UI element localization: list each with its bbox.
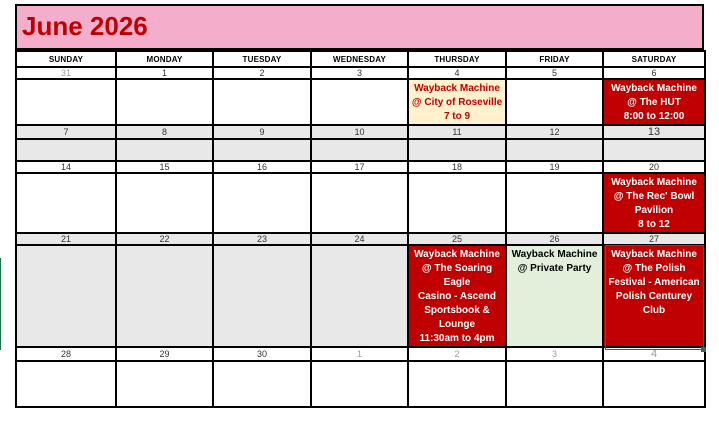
weekday-thursday: THURSDAY	[408, 51, 506, 67]
date-number[interactable]: 7	[16, 125, 116, 139]
date-number[interactable]: 2	[213, 67, 311, 79]
day-cell[interactable]	[408, 361, 506, 407]
week-1-event-row	[16, 79, 705, 125]
row-selection-marker	[0, 258, 1, 350]
weekday-saturday: SATURDAY	[603, 51, 705, 67]
date-number[interactable]: 6	[603, 67, 705, 79]
event-cell-june-4[interactable]	[408, 79, 506, 125]
day-cell[interactable]	[311, 79, 408, 125]
event-cell-june-26[interactable]	[506, 245, 603, 347]
date-number[interactable]: 16	[213, 161, 311, 173]
day-cell[interactable]	[116, 361, 213, 407]
week-3-number-row	[16, 161, 705, 173]
week-4-number-row	[16, 233, 705, 245]
week-4-event-row	[16, 245, 705, 347]
day-cell[interactable]	[16, 173, 116, 233]
day-cell[interactable]	[213, 79, 311, 125]
day-cell[interactable]	[213, 245, 311, 347]
week-5-number-row	[16, 347, 705, 361]
date-number[interactable]: 2	[408, 347, 506, 361]
day-cell[interactable]	[311, 139, 408, 161]
day-cell[interactable]	[116, 139, 213, 161]
date-number[interactable]: 19	[506, 161, 603, 173]
week-5-event-row	[16, 361, 705, 407]
weekday-header-row	[16, 51, 705, 67]
day-cell[interactable]	[311, 173, 408, 233]
date-number[interactable]: 3	[311, 67, 408, 79]
event-cell-june-27[interactable]	[603, 245, 705, 347]
date-number[interactable]: 27	[603, 233, 705, 245]
day-cell[interactable]	[213, 173, 311, 233]
calendar	[15, 0, 704, 410]
date-number[interactable]: 1	[311, 347, 408, 361]
date-number[interactable]: 12	[506, 125, 603, 139]
date-number[interactable]: 11	[408, 125, 506, 139]
day-cell[interactable]	[408, 139, 506, 161]
date-number[interactable]: 5	[506, 67, 603, 79]
date-number[interactable]: 25	[408, 233, 506, 245]
day-cell[interactable]	[213, 139, 311, 161]
day-cell[interactable]	[506, 361, 603, 407]
date-number[interactable]: 30	[213, 347, 311, 361]
date-number[interactable]: 21	[16, 233, 116, 245]
date-number[interactable]: 23	[213, 233, 311, 245]
day-cell[interactable]	[116, 173, 213, 233]
event-cell-june-20[interactable]	[603, 173, 705, 233]
fill-handle[interactable]	[701, 347, 706, 352]
weekday-friday: FRIDAY	[506, 51, 603, 67]
calendar-grid	[15, 50, 706, 408]
weekday-monday: MONDAY	[116, 51, 213, 67]
day-cell[interactable]	[16, 361, 116, 407]
day-cell[interactable]	[16, 245, 116, 347]
date-number[interactable]: 4	[603, 347, 705, 361]
date-number[interactable]: 8	[116, 125, 213, 139]
event-text: Wayback Machine @ The Polish Festival - American Polish Centurey Club	[608, 249, 700, 316]
date-number[interactable]: 15	[116, 161, 213, 173]
day-cell[interactable]	[506, 79, 603, 125]
date-number[interactable]: 10	[311, 125, 408, 139]
week-3-event-row	[16, 173, 705, 233]
week-2-event-row	[16, 139, 705, 161]
day-cell[interactable]	[213, 361, 311, 407]
date-number[interactable]: 22	[116, 233, 213, 245]
day-cell[interactable]	[311, 361, 408, 407]
date-number[interactable]: 28	[16, 347, 116, 361]
date-number[interactable]: 1	[116, 67, 213, 79]
day-cell[interactable]	[506, 139, 603, 161]
weekday-tuesday: TUESDAY	[213, 51, 311, 67]
day-cell[interactable]	[16, 79, 116, 125]
event-text: Wayback Machine @ City of Roseville 7 to 9	[411, 83, 503, 122]
event-text: Wayback Machine @ Private Party	[511, 249, 598, 274]
day-cell[interactable]	[116, 245, 213, 347]
week-2-number-row	[16, 125, 705, 139]
day-cell[interactable]	[506, 173, 603, 233]
date-number[interactable]: 18	[408, 161, 506, 173]
date-number[interactable]: 17	[311, 161, 408, 173]
date-number[interactable]: 24	[311, 233, 408, 245]
date-number[interactable]: 3	[506, 347, 603, 361]
event-text: Wayback Machine @ The HUT 8:00 to 12:00	[611, 83, 697, 122]
day-cell[interactable]	[408, 173, 506, 233]
date-number[interactable]: 13	[603, 125, 705, 139]
event-cell-june-25[interactable]	[408, 245, 506, 347]
day-cell[interactable]	[116, 79, 213, 125]
event-cell-june-6[interactable]	[603, 79, 705, 125]
week-1-number-row	[16, 67, 705, 79]
date-number[interactable]: 29	[116, 347, 213, 361]
day-cell[interactable]	[603, 361, 705, 407]
weekday-sunday: SUNDAY	[16, 51, 116, 67]
day-cell[interactable]	[311, 245, 408, 347]
event-text: Wayback Machine @ The Rec' Bowl Pavilion 8 to 12	[611, 177, 697, 230]
month-title-bar[interactable]	[15, 4, 704, 50]
date-number[interactable]: 20	[603, 161, 705, 173]
date-number[interactable]: 14	[16, 161, 116, 173]
month-title: June 2026	[22, 11, 148, 41]
date-number[interactable]: 9	[213, 125, 311, 139]
weekday-wednesday: WEDNESDAY	[311, 51, 408, 67]
event-text: Wayback Machine @ The Soaring Eagle Casino - Ascend Sportsbook & Lounge 11:30am to 4pm	[414, 249, 500, 344]
date-number[interactable]: 4	[408, 67, 506, 79]
day-cell[interactable]	[16, 139, 116, 161]
day-cell[interactable]	[603, 139, 705, 161]
date-number[interactable]: 26	[506, 233, 603, 245]
date-number[interactable]: 31	[16, 67, 116, 79]
